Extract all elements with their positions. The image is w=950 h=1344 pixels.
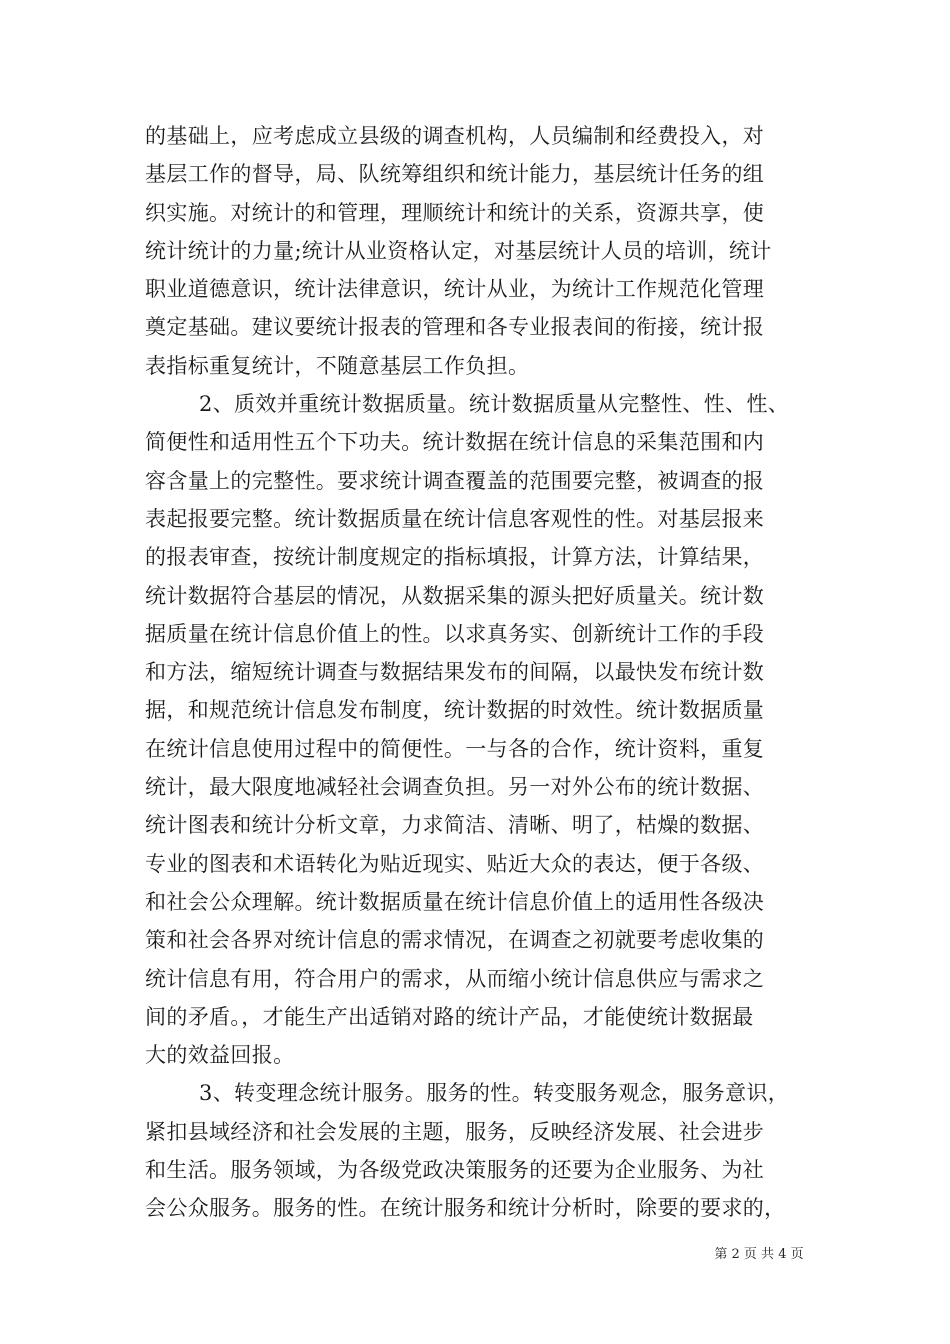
text-line: 的报表审查，按统计制度规定的指标填报，计算方法，计算结果， <box>145 545 765 570</box>
text-line: 职业道德意识，统计法律意识，统计从业，为统计工作规范化管理 <box>145 277 765 302</box>
paragraph-heading-line: 3、转变理念统计服务。服务的性。转变服务观念，服务意识， <box>199 1081 790 1106</box>
text-line: 在统计信息使用过程中的简便性。一与各的合作，统计资料，重复 <box>145 736 765 761</box>
text-line: 统计图表和统计分析文章，力求简洁、清晰、明了，枯燥的数据、 <box>145 813 765 838</box>
text-line: 表起报要完整。统计数据质量在统计信息客观性的性。对基层报来 <box>145 506 765 531</box>
text-line: 紧扣县域经济和社会发展的主题，服务，反映经济发展、社会进步 <box>145 1119 765 1144</box>
text-line: 统计信息有用，符合用户的需求，从而缩小统计信息供应与需求之 <box>145 966 765 991</box>
text-line: 会公众服务。服务的性。在统计服务和统计分析时，除要的要求的， <box>145 1196 786 1221</box>
text-line: 和生活。服务领域，为各级党政决策服务的还要为企业服务、为社 <box>145 1158 765 1183</box>
text-line: 统计数据符合基层的情况，从数据采集的源头把好质量关。统计数 <box>145 583 765 608</box>
text-line: 大的效益回报。 <box>145 1043 295 1068</box>
text-line: 专业的图表和术语转化为贴近现实、贴近大众的表达，便于各级、 <box>145 851 765 876</box>
paragraph-heading-line: 2、质效并重统计数据质量。统计数据质量从完整性、性、性、 <box>199 392 790 417</box>
document-body <box>145 117 825 1228</box>
page-number-label: 第 2 页 共 4 页 <box>714 1247 804 1262</box>
text-line: 奠定基础。建议要统计报表的管理和各专业报表间的衔接，统计报 <box>145 315 765 340</box>
text-line: 和方法，缩短统计调查与数据结果发布的间隔，以最快发布统计数 <box>145 660 765 685</box>
text-line: 间的矛盾。，才能生产出适销对路的统计产品，才能使统计数据最 <box>145 1004 754 1029</box>
text-line: 和社会公众理解。统计数据质量在统计信息价值上的适用性各级决 <box>145 889 765 914</box>
text-line: 据，和规范统计信息发布制度，统计数据的时效性。统计数据质量 <box>145 698 765 723</box>
text-line: 统计统计的力量;统计从业资格认定，对基层统计人员的培训，统计 <box>145 238 772 263</box>
text-line: 表指标重复统计，不随意基层工作负担。 <box>145 353 530 378</box>
text-line: 容含量上的完整性。要求统计调查覆盖的范围要完整，被调查的报 <box>145 468 765 493</box>
text-line: 的基础上，应考虑成立县级的调查机构，人员编制和经费投入，对 <box>145 124 765 148</box>
page-footer <box>0 1247 950 1263</box>
text-line: 策和社会各界对统计信息的需求情况，在调查之初就要考虑收集的 <box>145 928 765 953</box>
text-line: 统计，最大限度地减轻社会调查负担。另一对外公布的统计数据、 <box>145 775 765 800</box>
text-line: 织实施。对统计的和管理，理顺统计和统计的关系，资源共享，使 <box>145 200 765 225</box>
text-line: 简便性和适用性五个下功夫。统计数据在统计信息的采集范围和内 <box>145 430 765 455</box>
text-line: 据质量在统计信息价值上的性。以求真务实、创新统计工作的手段 <box>145 621 765 646</box>
text-line: 基层工作的督导，局、队统筹组织和统计能力，基层统计任务的组 <box>145 162 765 187</box>
